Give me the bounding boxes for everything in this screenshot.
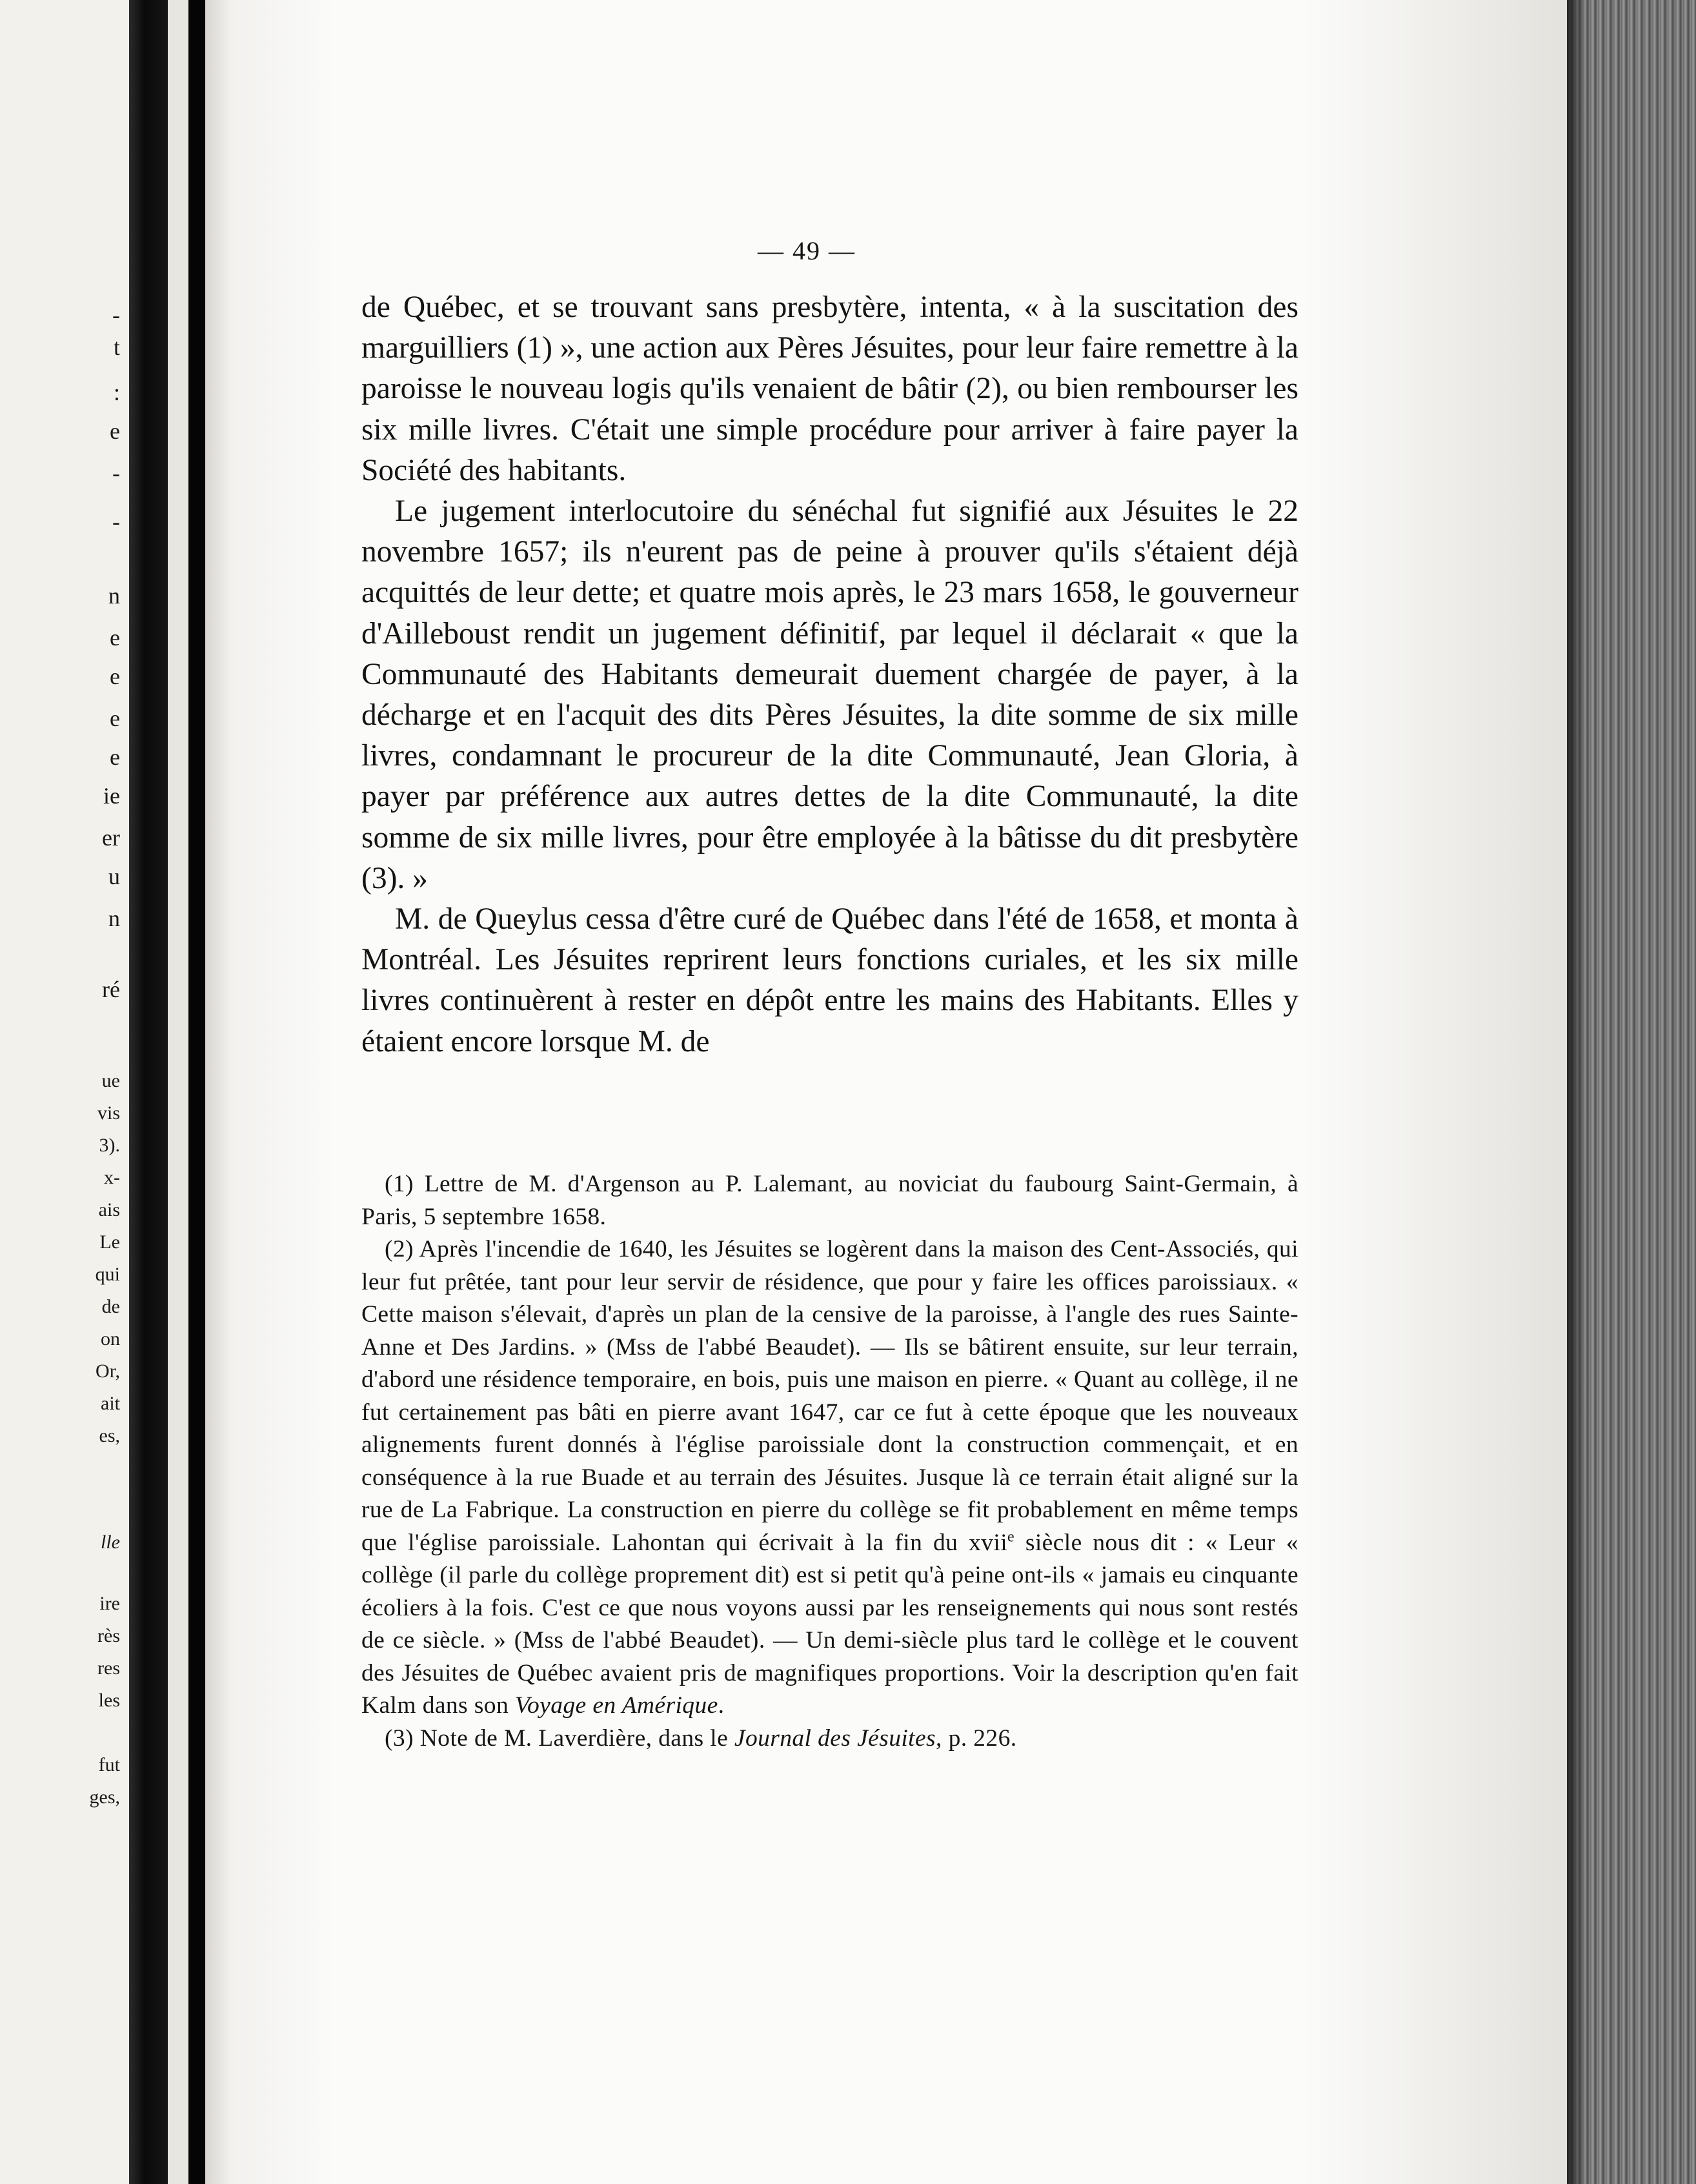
left-fragment: on (101, 1328, 120, 1350)
left-fragment: e (110, 705, 120, 731)
footnote-text: (3) Note de M. Laverdière, dans le (385, 1724, 734, 1752)
left-fragment: ie (103, 783, 120, 809)
left-fragment: de (101, 1296, 120, 1317)
left-fragment: e (110, 663, 120, 689)
footnote-superscript: e (1007, 1528, 1015, 1545)
footnote-italic-title: Journal des Jésuites (734, 1724, 936, 1752)
main-text (361, 287, 1298, 1062)
footnote-text: . (718, 1692, 725, 1719)
left-fragment: t (113, 334, 120, 360)
binding-gutter (129, 0, 168, 2184)
left-fragment: es, (99, 1425, 120, 1446)
left-fragment: u (108, 864, 120, 889)
left-fragment: ges, (89, 1786, 120, 1808)
footnote-text: siècle nous dit : « Leur « collège (il parle du collège proprement dit) est si petit qu'à peine ont-ils « jamais eu cinquante écoliers à la fois. C'est ce que nous voyons aussi par les renseignements qui nous sont restés de ce siècle. » (Mss de l'abbé Beaudet). — Un demi-siècle plus tard le collège et le couvent des Jésuites de Québec avaient pris de magnifiques proportions. Voir la description qu'en fait Kalm dans son (361, 1529, 1298, 1719)
paragraph: M. de Queylus cessa d'être curé de Québec dans l'été de 1658, et monta à Montréal. Les Jésuites reprirent leurs fonctions curiales, et les six mille livres continuèrent à rester en dépôt entre les mains des Habitants. Elles y étaient encore lorsque M. de (361, 902, 1298, 1058)
footnote-italic-title: Voyage en Amérique (514, 1692, 718, 1719)
left-fragment: - (112, 509, 120, 534)
left-fragment: - (112, 460, 120, 486)
footnote-3 (361, 1723, 1298, 1755)
left-fragment: vis (97, 1102, 120, 1124)
left-fragment: - (112, 302, 120, 328)
left-fragment: Le (99, 1231, 120, 1253)
footnote-text: , p. 226. (936, 1724, 1017, 1752)
left-fragment: ré (102, 976, 120, 1002)
left-fragment: fut (98, 1754, 120, 1775)
previous-page-sliver (168, 0, 188, 2184)
left-fragment: e (110, 625, 120, 651)
left-fragment: Or, (96, 1360, 120, 1382)
left-fragment: 3). (99, 1135, 120, 1156)
left-fragment: lle (101, 1532, 120, 1553)
footnote-2 (361, 1233, 1298, 1723)
footnote-text: (2) Après l'incendie de 1640, les Jésuites se logèrent dans la maison des Cent-Associés, qui leur fut prêtée, tant pour leur servir de résidence, que pour y faire les offices paroissiaux. « Cette maison s'élevait, d'après un plan de la censive de la paroisse, à l'angle des rues Sainte-Anne et Des Jardins. » (Mss de l'abbé Beaudet). — Ils se bâtirent ensuite, sur leur terrain, d'abord une résidence temporaire, en bois, puis une maison en pierre. « Quant au collège, il ne fut certainement pas bâti en pierre avant 1647, car ce fut à cette époque que les nouveaux alignements furent donnés à l'église paroissiale dont la construction commençait, et en conséquence à la rue Buade et au terrain des Jésuites. Jusque là ce terrain était aligné sur la rue de La Fabrique. La construction en pierre du collège se fit probablement en même temps que l'église paroissiale. Lahontan qui écrivait à la fin du xvii (361, 1236, 1298, 1556)
left-fragment: les (98, 1690, 120, 1711)
footnote-1 (361, 1168, 1298, 1233)
left-fragment: qui (95, 1264, 120, 1285)
paragraph: Le jugement interlocutoire du sénéchal fut signifié aux Jésuites le 22 novembre 1657; ils n'eurent pas de peine à prouver qu'ils s'étaient déjà acquittés de leur dette; et quatre mois après, le 23 mars 1658, le gouverneur d'Ailleboust rendit un jugement définitif, par lequel il déclarait « que la Communauté des Habitants demeurait duement chargée de payer, à la décharge et en l'acquit des dits Pères Jésuites, la dite somme de six mille livres, condamnant le procureur de la dite Communauté, Jean Gloria, à payer par préférence aux autres dettes de la dite Communauté, la dite somme de six mille livres, pour être employée à la bâtisse du dit presbytère (3). » (361, 494, 1298, 895)
left-fragment: ue (101, 1070, 120, 1091)
page-number: — 49 — (758, 236, 856, 265)
paragraph: de Québec, et se trouvant sans presbytère, intenta, « à la suscitation des marguilliers (1) », une action aux Pères Jésuites, pour leur faire remettre à la paroisse le nouveau logis qu'ils venaient de bâtir (2), ou bien rembourser les six mille livres. C'était une simple procédure pour arriver à faire payer la Société des habitants. (361, 290, 1298, 487)
left-fragment: e (110, 744, 120, 770)
left-fragment: er (102, 825, 120, 851)
left-page-text-fragments (0, 0, 129, 2184)
left-fragment: n (108, 583, 120, 609)
page-stack-shadow (1567, 0, 1586, 2184)
left-fragment: e (110, 418, 120, 444)
left-fragment: ais (98, 1199, 120, 1220)
left-fragment: rès (97, 1625, 120, 1646)
footnote-text: (1) Lettre de M. d'Argenson au P. Lalemant, au noviciat du faubourg Saint-Germain, à Paris, 5 septembre 1658. (361, 1171, 1298, 1230)
left-fragment: res (97, 1657, 120, 1679)
left-fragment: n (108, 905, 120, 931)
left-fragment: ait (101, 1393, 120, 1414)
left-fragment: : (113, 379, 120, 405)
left-fragment: ire (99, 1593, 120, 1614)
page-stack-edge (1567, 0, 1696, 2184)
binding-shadow (188, 0, 205, 2184)
left-fragment: x- (104, 1167, 120, 1188)
footnotes (361, 1168, 1298, 1755)
